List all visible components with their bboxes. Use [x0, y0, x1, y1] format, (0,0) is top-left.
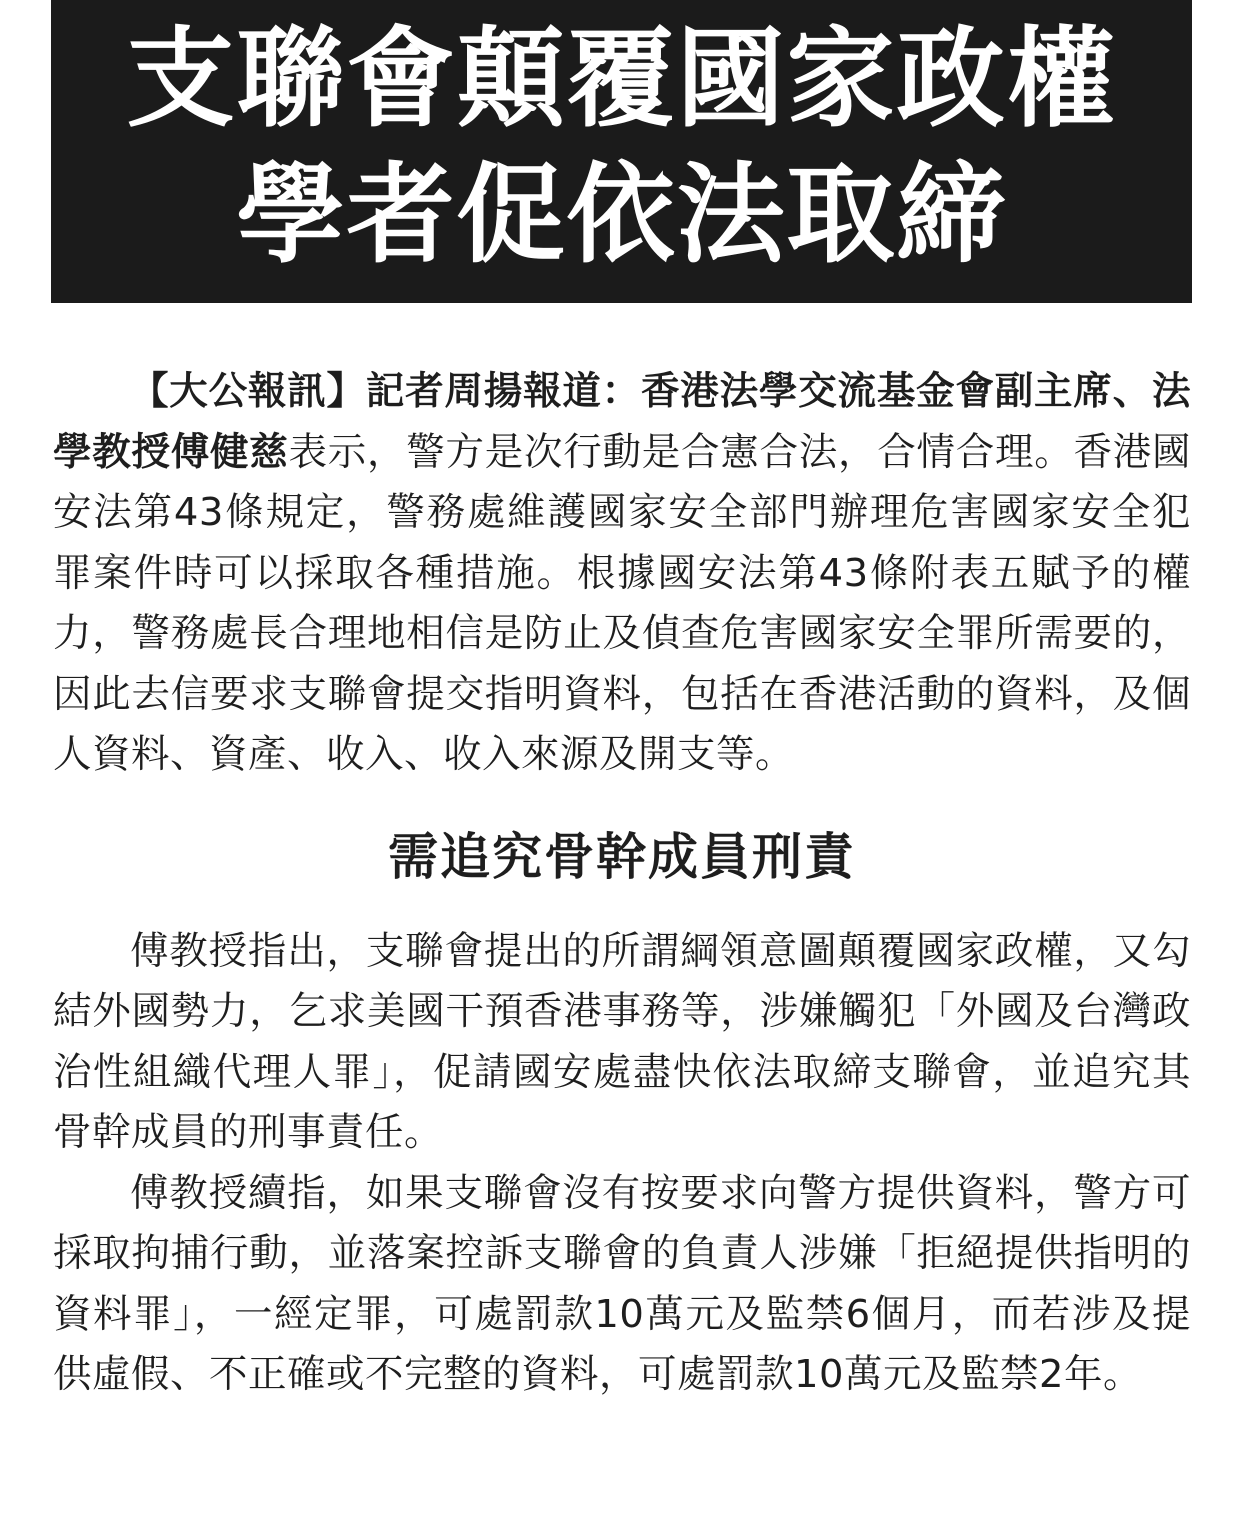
lead-text: 表示，警方是次行動是合憲合法，合情合理。香港國安法第43條規定，警務處維護國家安全部門辦理危害國家安全犯罪案件時可以採取各種措施。根據國安法第43條附表五賦予的權力，警務處長合理地相信是防止及偵查危害國家安全罪所需要的，因此去信要求支聯會提交指明資料，包括在香港活動的資料，及個人資料、資產、收入、收入來源及開支等。 — [53, 429, 1191, 777]
headline-line-2: 學者促依法取締 — [236, 152, 1007, 278]
dateline: 【大公報訊】 — [130, 369, 366, 414]
article-body — [53, 362, 1191, 1406]
byline: 記者周揚報道：香港法學交流基金會副主席、法學教授傅健慈 — [53, 369, 1191, 475]
subheading: 需追究骨幹成員刑責 — [388, 827, 856, 886]
headline-banner — [51, 0, 1192, 303]
lead-paragraph — [53, 362, 1191, 786]
headline-line-1: 支聯會顛覆國家政權 — [126, 16, 1117, 142]
body-paragraph: 傅教授續指，如果支聯會沒有按要求向警方提供資料，警方可採取拘捕行動，並落案控訴支聯會的負責人涉嫌「拒絕提供指明的資料罪」，一經定罪，可處罰款10萬元及監禁6個月，而若涉及提供虛假、不正確或不完整的資料，可處罰款10萬元及監禁2年。 — [53, 1170, 1191, 1397]
body-paragraph: 傅教授指出，支聯會提出的所謂綱領意圖顛覆國家政權，又勾結外國勢力，乞求美國干預香港事務等，涉嫌觸犯「外國及台灣政治性組織代理人罪」，促請國安處盡快依法取締支聯會，並追究其骨幹成員的刑事責任。 — [53, 928, 1191, 1155]
